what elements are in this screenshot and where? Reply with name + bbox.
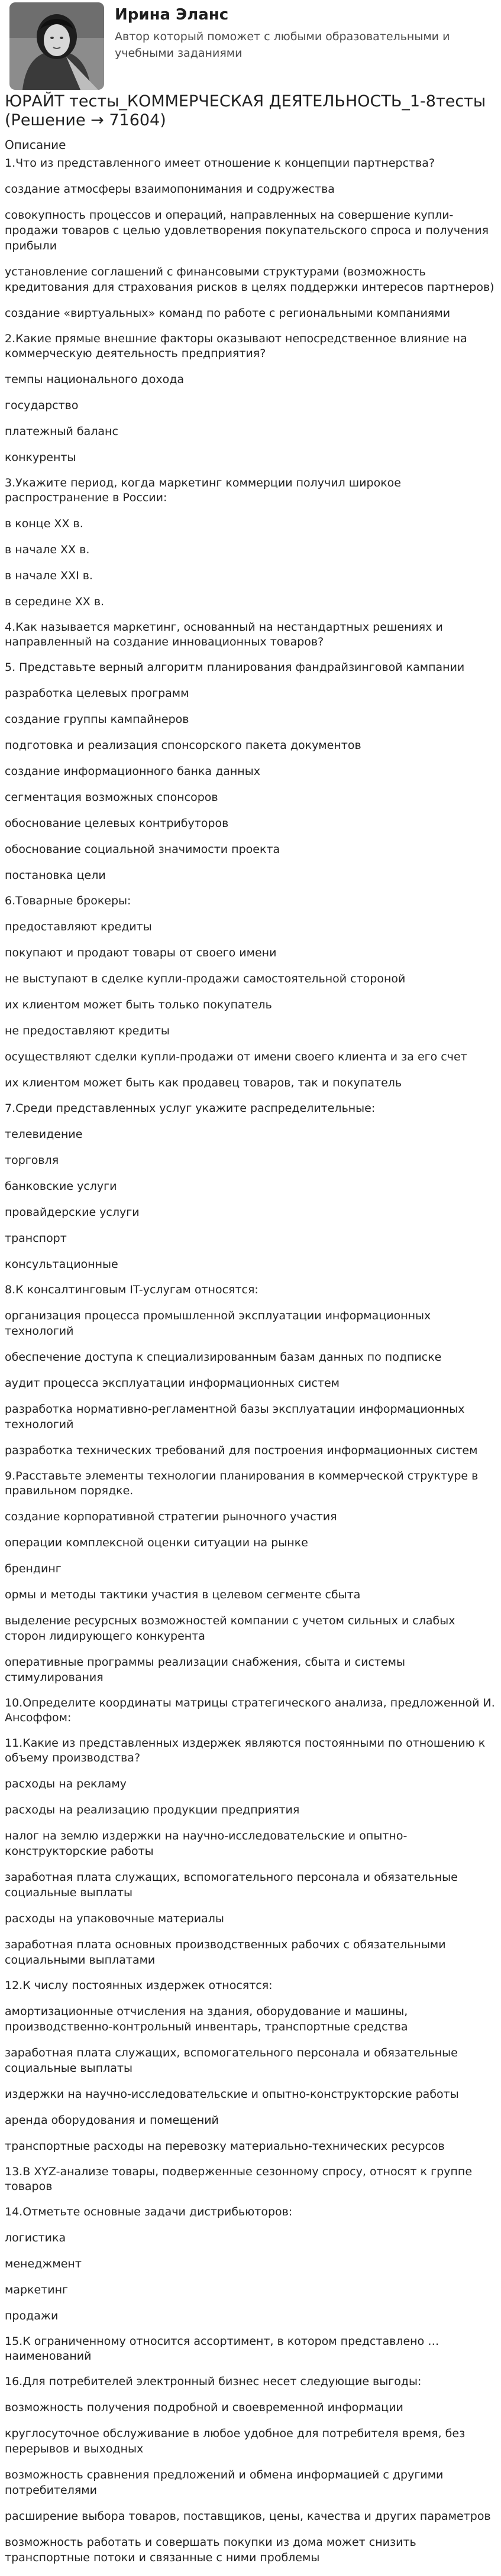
question-text: 1.Что из представленного имеет отношение к концепции партнерства? (5, 157, 435, 170)
answer-option: создание информационного банка данных (5, 765, 260, 778)
question-text: 10.Определите координаты матрицы стратегического анализа, предложенной И. Ансоффом: (5, 1696, 495, 1724)
answer-option: их клиентом может быть только покупатель (5, 998, 272, 1011)
answer-option: транспорт (5, 1232, 67, 1245)
answer-option: провайдерские услуги (5, 1206, 140, 1219)
answer-option: расширение выбора товаров, поставщиков, цены, качества и других параметров (5, 2510, 491, 2523)
author-description: Автор который поможет с любыми образовательными и учебными заданиями (115, 30, 450, 60)
question-text: 3.Укажите период, когда маркетинг коммерции получил широкое распространение в России: (5, 476, 402, 504)
question-text: 12.К числу постоянных издержек относятся: (5, 1979, 273, 1992)
answer-option: в середине XX в. (5, 595, 105, 608)
answer-option: телевидение (5, 1128, 83, 1141)
answer-option: ормы и методы тактики участия в целевом сегменте сбыта (5, 1588, 361, 1601)
answer-option: обеспечение доступа к специализированным базам данных по подписке (5, 1351, 442, 1364)
answer-option: расходы на упаковочные материалы (5, 1912, 224, 1925)
answer-option: предоставляют кредиты (5, 920, 152, 933)
avatar[interactable] (9, 2, 104, 90)
question-text: 16.Для потребителей электронный бизнес несет следующие выгоды: (5, 2375, 422, 2388)
question-text: 13.В XYZ-анализе товары, подверженные сезонному спросу, относят к группе товаров (5, 2165, 473, 2193)
answer-option: заработная плата основных производственных рабочих с обязательными социальными выплатами (5, 1938, 446, 1967)
answer-option: возможность работать и совершать покупки из дома может снизить транспортные потоки и связанные с ними проблемы (5, 2536, 416, 2564)
answer-option: осуществляют сделки купли-продажи от имени своего клиента и за его счет (5, 1050, 467, 1063)
answer-option: расходы на реализацию продукции предприятия (5, 1803, 300, 1816)
answer-option: конкуренты (5, 451, 76, 464)
answer-option: подготовка и реализация спонсорского пакета документов (5, 739, 361, 752)
question-list (5, 156, 497, 2565)
answer-option: продажи (5, 2309, 59, 2322)
question-text: 11.Какие из представленных издержек являются постоянными по отношению к объему производства? (5, 1737, 486, 1764)
answer-option: торговля (5, 1154, 59, 1167)
answer-option: возможность сравнения предложений и обмена информацией с другими потребителями (5, 2468, 444, 2497)
question-text: 7.Среди представленных услуг укажите распределительные: (5, 1102, 376, 1115)
answer-option: платежный баланс (5, 425, 118, 438)
answer-option: постановка цели (5, 869, 106, 882)
answer-option: создание корпоративной стратегии рыночного участия (5, 1510, 337, 1523)
question-text: 4.Как называется маркетинг, основанный на нестандартных решениях и направленный на создание инновационных товаров? (5, 621, 443, 648)
answer-option: организация процесса промышленной эксплуатации информационных технологий (5, 1309, 431, 1338)
answer-option: разработка целевых программ (5, 687, 189, 700)
answer-option: создание группы кампайнеров (5, 713, 189, 726)
question-text: 5. Представьте верный алгоритм планирования фандрайзинговой кампании (5, 661, 465, 674)
answer-option: заработная плата служащих, вспомогательного персонала и обязательные социальные выплаты (5, 1871, 458, 1899)
answer-option: совокупность процессов и операций, направленных на совершение купли-продажи товаров с целью удовлетворения покупательского спроса и получения прибыли (5, 209, 489, 252)
answer-option: создание атмосферы взаимопонимания и содружества (5, 183, 335, 196)
answer-option: аудит процесса эксплуатации информационных систем (5, 1377, 340, 1390)
answer-option: консультационные (5, 1258, 118, 1271)
answer-option: транспортные расходы на перевозку материально-технических ресурсов (5, 2140, 445, 2153)
answer-option: менеджмент (5, 2257, 82, 2270)
answer-option: обоснование социальной значимости проекта (5, 843, 280, 856)
answer-option: маркетинг (5, 2283, 69, 2296)
answer-option: в начале XXI в. (5, 569, 93, 582)
question-text: 8.К консалтинговым IT-услугам относятся: (5, 1283, 258, 1296)
answer-option: банковские услуги (5, 1180, 117, 1193)
answer-option: заработная плата служащих, вспомогательного персонала и обязательные социальные выплаты (5, 2046, 458, 2075)
description-label: Описание (5, 138, 66, 152)
author-name[interactable]: Ирина Эланс (115, 6, 229, 24)
answer-option: круглосуточное обслуживание в любое удобное для потребителя время, без перерывов и выходных (5, 2427, 466, 2455)
answer-option: расходы на рекламу (5, 1777, 127, 1790)
answer-option: выделение ресурсных возможностей компании с учетом сильных и слабых сторон лидирующего конкурента (5, 1614, 455, 1643)
answer-option: брендинг (5, 1562, 62, 1575)
answer-option: создание «виртуальных» команд по работе с региональными компаниями (5, 307, 451, 320)
answer-option: логистика (5, 2231, 66, 2244)
page-title: ЮРАЙТ тесты_КОММЕРЧЕСКАЯ ДЕЯТЕЛЬНОСТЬ_1-8тесты (Решение → 71604) (5, 92, 486, 129)
answer-option: разработка нормативно-регламентной базы эксплуатации информационных технологий (5, 1403, 465, 1431)
answer-option: в конце XX в. (5, 517, 83, 530)
answer-option: оперативные программы реализации снабжения, сбыта и системы стимулирования (5, 1656, 405, 1684)
answer-option: издержки на научно-исследовательские и опытно-конструкторские работы (5, 2088, 459, 2101)
question-text: 14.Отметьте основные задачи дистрибьюторов: (5, 2205, 293, 2218)
answer-option: установление соглашений с финансовыми структурами (возможность кредитования для страхования рисков в целях поддержки интересов партнеров) (5, 265, 494, 294)
question-text: 15.К ограниченному относится ассортимент, в котором представлено … наименований (5, 2335, 439, 2363)
answer-option: не выступают в сделке купли-продажи самостоятельной стороной (5, 972, 406, 985)
answer-option: аренда оборудования и помещений (5, 2114, 219, 2127)
answer-option: сегментация возможных спонсоров (5, 791, 218, 804)
answer-option: государство (5, 399, 79, 412)
answer-option: покупают и продают товары от своего имени (5, 946, 277, 959)
question-text: 6.Товарные брокеры: (5, 894, 131, 907)
answer-option: в начале XX в. (5, 543, 90, 556)
answer-option: возможность получения подробной и своевременной информации (5, 2401, 403, 2414)
question-text: 9.Расставьте элементы технологии планирования в коммерческой структуре в правильном порядке. (5, 1469, 479, 1497)
question-text: 2.Какие прямые внешние факторы оказывают непосредственное влияние на коммерческую деятельность предприятия? (5, 332, 467, 360)
author-header (5, 0, 497, 92)
answer-option: операции комплексной оценки ситуации на рынке (5, 1536, 308, 1549)
answer-option: темпы национального дохода (5, 373, 185, 386)
answer-option: амортизационные отчисления на здания, оборудование и машины, производственно-контрольный инвентарь, транспортные средства (5, 2005, 408, 2033)
answer-option: налог на землю издержки на научно-исследовательские и опытно-конструкторские работы (5, 1829, 408, 1858)
answer-option: не предоставляют кредиты (5, 1024, 170, 1037)
answer-option: разработка технических требований для построения информационных систем (5, 1444, 478, 1457)
answer-option: обоснование целевых контрибуторов (5, 817, 229, 830)
answer-option: их клиентом может быть как продавец товаров, так и покупатель (5, 1076, 402, 1089)
